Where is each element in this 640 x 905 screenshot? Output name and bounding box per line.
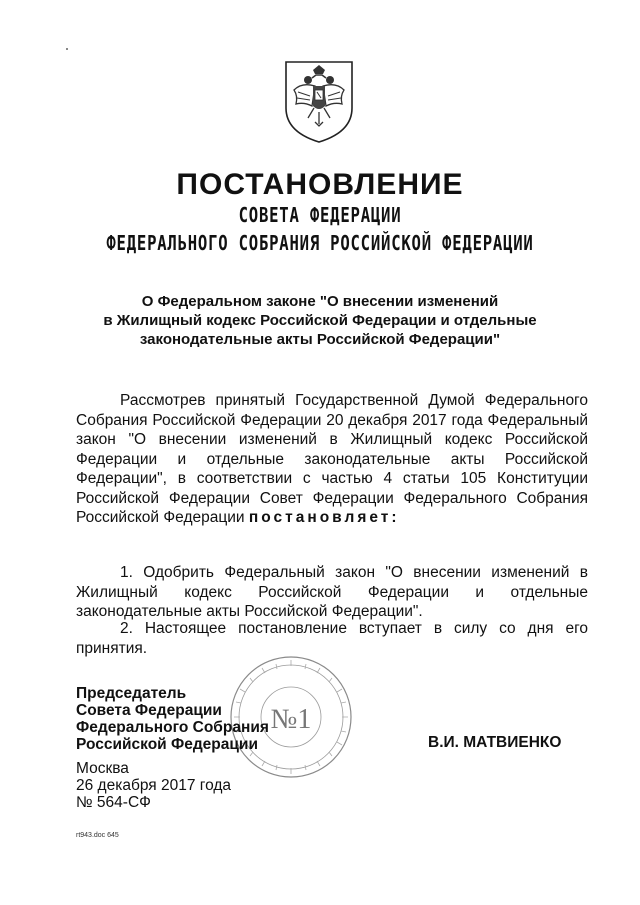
scan-mark (66, 48, 68, 50)
preamble-text: Рассмотрев принятый Государственной Думой Федерального Собрания Российской Федерации 20 декабря 2017 года Федеральный закон "О внесении изменений в Жилищный кодекс Российской Федерации и отдельные законодательные акты Российской Федерации", в соответствии с частью 4 статьи 105 Конституции Российской Федерации Совет Федерации Федерального Собрания Российской Федерации (76, 392, 588, 526)
signatory-position-line: Председатель (76, 685, 187, 702)
file-code: rt943.doc 645 (76, 832, 119, 839)
signatory-position-line: Федерального Собрания (76, 719, 269, 736)
resolution-item-1: 1. Одобрить Федеральный закон "О внесении изменений в Жилищный кодекс Российской Федерации и отдельные законодательные акты Российской Федерации". (76, 564, 588, 620)
signatory-position-line: Российской Федерации (76, 736, 258, 753)
document-meta (76, 760, 231, 811)
resolution-item-2: 2. Настоящее постановление вступает в силу со дня его принятия. (76, 620, 588, 657)
issuing-body-line1: СОВЕТА ФЕДЕРАЦИИ (238, 203, 402, 227)
coat-of-arms-icon (278, 56, 360, 146)
document-city: Москва (76, 760, 129, 777)
seal-number: №1 (270, 704, 312, 735)
document-number: № 564-СФ (76, 794, 151, 811)
signatory-position (76, 685, 286, 753)
subject-line: в Жилищный кодекс Российской Федерации и отдельные (103, 312, 537, 329)
subject-line: законодательные акты Российской Федерации" (139, 331, 501, 348)
document-subject (60, 292, 580, 349)
signatory-name: В.И. МАТВИЕНКО (428, 734, 562, 751)
resolves-word: постановляет: (248, 509, 400, 526)
preamble-paragraph (76, 391, 588, 528)
subject-line: О Федеральном законе "О внесении изменений (141, 293, 499, 310)
issuing-body-line2: ФЕДЕРАЛЬНОГО СОБРАНИЯ РОССИЙСКОЙ ФЕДЕРАЦИИ (106, 231, 534, 255)
document-date: 26 декабря 2017 года (76, 777, 232, 794)
document-title: ПОСТАНОВЛЕНИЕ (176, 168, 464, 201)
signatory-position-line: Совета Федерации (76, 702, 222, 719)
